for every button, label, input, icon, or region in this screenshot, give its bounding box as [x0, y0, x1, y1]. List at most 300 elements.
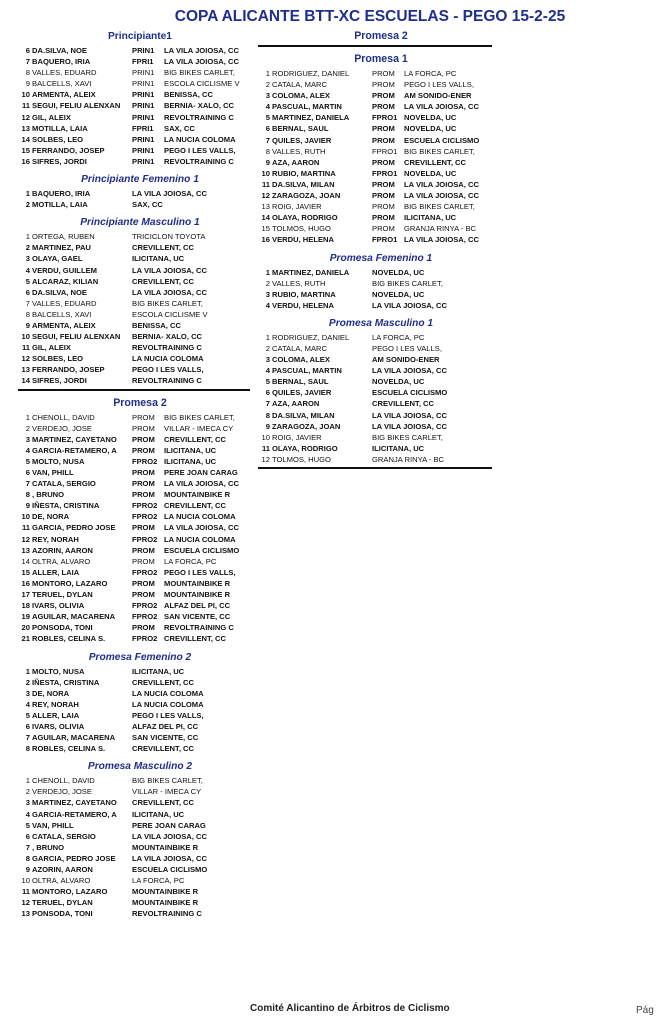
team-cell: GRANJA RINYA - BC — [404, 224, 477, 234]
position-cell: 2 — [25, 423, 30, 433]
rider-name-cell: IÑESTA, CRISTINA — [32, 677, 100, 687]
position-cell: 4 — [265, 300, 270, 310]
team-cell: REVOLTRAINING C — [164, 623, 234, 633]
result-row — [258, 135, 492, 146]
result-row — [18, 556, 250, 567]
rider-name-cell: ALLER, LAIA — [32, 710, 80, 720]
rider-name-cell: TOLMOS, HUGO — [272, 224, 331, 234]
page-label: Pág — [636, 1005, 654, 1016]
position-cell: 6 — [25, 287, 30, 297]
position-cell: 9 — [265, 421, 270, 431]
position-cell: 7 — [25, 57, 30, 67]
category-cell: PROM — [372, 157, 395, 167]
rider-name-cell: CHENOLL, DAVID — [32, 412, 95, 422]
category-cell: PRIN1 — [132, 134, 155, 144]
team-cell: ESCUELA CICLISMO — [132, 865, 208, 874]
position-cell: 11 — [21, 343, 30, 353]
team-cell: ILICITANA, UC — [132, 254, 185, 264]
category-cell: FPRO2 — [132, 512, 158, 522]
position-cell: 4 — [265, 366, 270, 376]
rider-name-cell: VERDEJO, JOSE — [32, 787, 92, 797]
rider-name-cell: VERDEJO, JOSE — [32, 423, 92, 433]
result-row — [18, 622, 250, 633]
team-cell: NOVELDA, UC — [404, 113, 457, 123]
position-cell: 3 — [25, 434, 30, 444]
rider-name-cell: BERNAL, SAUL — [272, 377, 329, 387]
page-title: COPA ALICANTE BTT-XC ESCUELAS - PEGO 15-2-25 — [174, 8, 566, 25]
result-row — [18, 875, 250, 886]
rider-name-cell: ZARAGOZA, JOAN — [272, 191, 341, 201]
rider-name-cell: MARTINEZ, CAYETANO — [32, 434, 117, 444]
result-row — [18, 434, 250, 445]
result-row — [18, 231, 250, 242]
position-cell: 4 — [25, 265, 30, 275]
position-cell: 8 — [25, 309, 30, 319]
position-cell: 14 — [21, 376, 30, 386]
rider-name-cell: , BRUNO — [32, 490, 65, 500]
team-cell: BIG BIKES CARLET, — [132, 298, 203, 308]
result-row — [18, 445, 250, 456]
rider-name-cell: VALLES, EDUARD — [32, 68, 97, 78]
position-cell: 6 — [265, 124, 270, 134]
team-cell: BIG BIKES CARLET, — [372, 432, 443, 442]
position-cell: 10 — [21, 512, 30, 522]
rider-name-cell: MARTINEZ, PAU — [32, 243, 91, 253]
rider-name-cell: MOLTO, NUSA — [32, 456, 85, 466]
footer-text: Comité Alicantino de Árbitros de Ciclismo — [250, 1003, 450, 1014]
section-heading: Promesa Femenino 1 — [329, 252, 433, 264]
result-row — [18, 287, 250, 298]
result-row — [18, 276, 250, 287]
team-cell: ALFAZ DEL PI, CC — [164, 601, 231, 611]
category-cell: PROM — [372, 124, 395, 134]
result-row — [18, 633, 250, 644]
position-cell: 2 — [25, 200, 30, 210]
result-row — [258, 112, 492, 123]
rider-name-cell: MOTILLA, LAIA — [32, 123, 88, 133]
team-cell: PEGO I LES VALLS, — [132, 710, 204, 720]
rider-name-cell: RUBIO, MARTINA — [272, 168, 336, 178]
result-row — [18, 412, 250, 423]
position-cell: 10 — [21, 876, 30, 886]
result-row — [258, 123, 492, 134]
position-cell: 3 — [25, 798, 30, 808]
result-row — [18, 500, 250, 511]
position-cell: 7 — [25, 733, 30, 743]
team-cell: AM SONIDO-ENER — [404, 91, 472, 101]
category-cell: PROM — [372, 179, 395, 189]
team-cell: BIG BIKES CARLET, — [404, 202, 475, 212]
result-row — [18, 820, 250, 831]
position-cell: 14 — [21, 134, 30, 144]
position-cell: 8 — [265, 146, 270, 156]
rider-name-cell: VALLES, RUTH — [272, 278, 326, 288]
result-row — [18, 842, 250, 853]
rider-name-cell: DE, NORA — [32, 512, 70, 522]
rider-name-cell: AGUILAR, MACARENA — [32, 733, 116, 743]
position-cell: 10 — [261, 168, 270, 178]
result-row — [18, 567, 250, 578]
position-cell: 1 — [25, 666, 30, 676]
rider-name-cell: FERRANDO, JOSEP — [32, 365, 105, 375]
rider-name-cell: COLOMA, ALEX — [272, 355, 330, 365]
position-cell: 9 — [25, 501, 30, 511]
position-cell: 12 — [261, 454, 270, 464]
position-cell: 10 — [261, 432, 270, 442]
rider-name-cell: MARTINEZ, DANIELA — [272, 113, 350, 123]
result-row — [258, 354, 492, 365]
category-cell: FPRO2 — [132, 634, 158, 644]
result-row — [18, 489, 250, 500]
category-cell: PROM — [372, 224, 395, 234]
rider-name-cell: GIL, ALEIX — [32, 112, 71, 122]
position-cell: 10 — [21, 332, 30, 342]
position-cell: 1 — [25, 189, 30, 199]
result-row — [18, 721, 250, 732]
team-cell: LA VILA JOIOSA, CC — [404, 235, 479, 245]
team-cell: SAN VICENTE, CC — [164, 612, 231, 622]
team-cell: LA FORCA, PC — [164, 556, 217, 566]
rider-name-cell: MOLTO, NUSA — [32, 666, 85, 676]
team-cell: MOUNTAINBIKE R — [164, 490, 231, 500]
rider-name-cell: TERUEL, DYLAN — [32, 898, 93, 908]
result-row — [18, 253, 250, 264]
result-row — [258, 410, 492, 421]
team-cell: MOUNTAINBIKE R — [132, 842, 199, 852]
result-row — [258, 387, 492, 398]
team-cell: TRICICLON TOYOTA — [132, 232, 206, 242]
position-cell: 6 — [25, 468, 30, 477]
team-cell: ILICITANA, UC — [132, 809, 185, 819]
position-cell: 7 — [25, 842, 30, 852]
rider-name-cell: SEGUI, FELIU ALENXAN — [32, 101, 121, 111]
team-cell: VILLAR - IMECA CY — [164, 423, 234, 433]
rider-name-cell: TERUEL, DYLAN — [32, 590, 93, 600]
result-row — [258, 365, 492, 376]
team-cell: NOVELDA, UC — [372, 289, 425, 299]
rider-name-cell: CATALA, SERGIO — [32, 831, 96, 841]
team-cell: LA VILA JOIOSA, CC — [404, 102, 479, 112]
position-cell: 1 — [25, 776, 30, 786]
position-cell: 2 — [265, 343, 270, 353]
results-list — [18, 231, 250, 386]
rider-name-cell: PASCUAL, MARTIN — [272, 366, 342, 376]
category-cell: PROM — [132, 578, 155, 588]
position-cell: 11 — [21, 101, 30, 111]
result-row — [18, 522, 250, 533]
rider-name-cell: OLTRA, ALVARO — [32, 556, 91, 566]
position-cell: 9 — [25, 865, 30, 874]
category-cell: PRIN1 — [132, 145, 155, 155]
team-cell: NOVELDA, UC — [404, 124, 457, 134]
category-cell: PROM — [372, 69, 395, 78]
result-row — [258, 267, 492, 278]
position-cell: 8 — [265, 410, 270, 420]
section-divider — [258, 467, 492, 469]
result-row — [18, 710, 250, 721]
category-cell: PROM — [372, 135, 395, 145]
result-row — [18, 578, 250, 589]
category-cell: PROM — [132, 590, 155, 600]
category-cell: FPRO2 — [132, 567, 158, 577]
position-cell: 12 — [21, 112, 30, 122]
result-row — [18, 908, 250, 919]
result-row — [18, 732, 250, 743]
team-cell: REVOLTRAINING C — [132, 909, 202, 919]
result-row — [18, 545, 250, 556]
result-row — [18, 589, 250, 600]
rider-name-cell: BERNAL, SAUL — [272, 124, 329, 134]
team-cell: NOVELDA, UC — [372, 267, 425, 277]
category-cell: PROM — [132, 523, 155, 533]
team-cell: ILICITANA, UC — [132, 666, 185, 676]
category-cell: FPRO1 — [372, 235, 398, 245]
position-cell: 5 — [25, 456, 30, 466]
team-cell: LA VILA JOIOSA, CC — [164, 57, 239, 67]
category-cell: PROM — [132, 623, 155, 633]
rider-name-cell: GIL, ALEIX — [32, 343, 71, 353]
result-row — [18, 134, 250, 145]
position-cell: 16 — [261, 235, 270, 245]
result-row — [18, 78, 250, 89]
rider-name-cell: ZARAGOZA, JOAN — [272, 421, 341, 431]
position-cell: 8 — [25, 490, 30, 500]
result-row — [18, 797, 250, 808]
result-row — [18, 145, 250, 156]
rider-name-cell: OLTRA, ALVARO — [32, 876, 91, 886]
position-cell: 13 — [21, 545, 30, 555]
position-cell: 6 — [25, 721, 30, 731]
team-cell: VILLAR - IMECA CY — [132, 787, 202, 797]
section-heading: Promesa Masculino 2 — [87, 761, 193, 773]
position-cell: 5 — [25, 276, 30, 286]
position-cell: 7 — [265, 399, 270, 409]
position-cell: 3 — [265, 355, 270, 365]
team-cell: LA VILA JOIOSA, CC — [372, 366, 447, 376]
section-promesa-2 — [258, 30, 492, 47]
rider-name-cell: TOLMOS, HUGO — [272, 454, 331, 464]
category-cell: PROM — [132, 445, 155, 455]
team-cell: ESCUELA CICLISMO — [372, 388, 448, 398]
result-row — [258, 332, 492, 343]
rider-name-cell: CATALA, SERGIO — [32, 479, 96, 489]
category-cell: PROM — [372, 213, 395, 223]
position-cell: 13 — [261, 202, 270, 212]
rider-name-cell: AGUILAR, MACARENA — [32, 612, 116, 622]
position-cell: 16 — [21, 578, 30, 588]
category-cell: PROM — [132, 556, 155, 566]
team-cell: MOUNTAINBIKE R — [132, 887, 199, 897]
team-cell: CREVILLENT, CC — [164, 634, 227, 644]
results-list — [258, 68, 492, 246]
team-cell: BIG BIKES CARLET, — [164, 68, 235, 78]
team-cell: ESCUELA CICLISMO — [164, 545, 240, 555]
team-cell: LA VILA JOIOSA, CC — [372, 410, 447, 420]
result-row — [18, 831, 250, 842]
category-cell: FPRO1 — [372, 113, 398, 123]
team-cell: LA VILA JOIOSA, CC — [404, 191, 479, 201]
rider-name-cell: OLAYA, RODRIGO — [272, 443, 338, 453]
team-cell: ILICITANA, UC — [164, 456, 217, 466]
rider-name-cell: DA.SILVA, NOE — [32, 287, 87, 297]
rider-name-cell: IVARS, OLIVIA — [32, 601, 85, 611]
rider-name-cell: ARMENTA, ALEIX — [32, 320, 96, 330]
team-cell: PERE JOAN CARAG — [132, 820, 206, 830]
rider-name-cell: RODRIGUEZ, DANIEL — [272, 332, 350, 342]
team-cell: BIG BIKES CARLET, — [404, 146, 475, 156]
result-row — [18, 677, 250, 688]
rider-name-cell: ROBLES, CELINA S. — [32, 744, 106, 754]
rider-name-cell: BALCELLS, XAVI — [32, 309, 92, 319]
position-cell: 19 — [21, 612, 30, 622]
position-cell: 9 — [25, 320, 30, 330]
rider-name-cell: SIFRES, JORDI — [32, 156, 87, 166]
position-cell: 6 — [25, 831, 30, 841]
position-cell: 1 — [25, 412, 30, 422]
result-row — [18, 534, 250, 545]
section-heading: Principiante1 — [108, 31, 172, 42]
results-list — [258, 332, 492, 465]
result-row — [18, 743, 250, 754]
category-cell: PROM — [132, 434, 155, 444]
section-heading: Promesa 2 — [113, 396, 167, 409]
results-list — [258, 267, 492, 311]
result-row — [18, 298, 250, 309]
result-row — [258, 421, 492, 432]
team-cell: LA NUCIA COLOMA — [164, 512, 236, 522]
result-row — [18, 188, 250, 199]
team-cell: ESCUELA CICLISMO — [404, 135, 480, 145]
position-cell: 12 — [21, 354, 30, 364]
result-row — [18, 853, 250, 864]
rider-name-cell: SOLBES, LEO — [32, 354, 84, 364]
team-cell: ILICITANA, UC — [404, 213, 457, 223]
section-heading: Principiante Femenino 1 — [81, 174, 199, 186]
result-row — [258, 300, 492, 311]
team-cell: CREVILLENT, CC — [132, 744, 195, 754]
section-heading: Promesa 1 — [354, 53, 408, 65]
result-row — [18, 423, 250, 434]
team-cell: LA VILA JOIOSA, CC — [164, 479, 239, 489]
position-cell: 7 — [265, 135, 270, 145]
team-cell: LA NUCIA COLOMA — [132, 699, 204, 709]
result-row — [18, 342, 250, 353]
section-promesa-1 — [258, 47, 492, 246]
position-cell: 12 — [21, 898, 30, 908]
result-row — [258, 68, 492, 79]
team-cell: LA VILA JOIOSA, CC — [132, 831, 207, 841]
position-cell: 6 — [265, 388, 270, 398]
team-cell: LA NUCIA COLOMA — [164, 134, 236, 144]
result-row — [258, 101, 492, 112]
team-cell: PEGO I LES VALLS, — [372, 343, 442, 353]
position-cell: 15 — [21, 145, 30, 155]
result-row — [18, 886, 250, 897]
position-cell: 9 — [25, 79, 30, 89]
rider-name-cell: CHENOLL, DAVID — [32, 776, 95, 786]
position-cell: 12 — [21, 534, 30, 544]
rider-name-cell: SOLBES, LEO — [32, 134, 84, 144]
left-column — [18, 30, 250, 919]
team-cell: PEGO I LES VALLS, — [132, 365, 204, 375]
rider-name-cell: BALCELLS, XAVI — [32, 79, 92, 89]
team-cell: ILICITANA, UC — [372, 443, 425, 453]
category-cell: PROM — [132, 423, 155, 433]
rider-name-cell: RUBIO, MARTINA — [272, 289, 336, 299]
rider-name-cell: AZA, AARON — [272, 399, 320, 409]
team-cell: ESCOLA CICLISME V — [164, 79, 240, 89]
result-row — [258, 343, 492, 354]
team-cell: LA VILA JOIOSA, CC — [132, 189, 207, 199]
position-cell: 20 — [21, 623, 30, 633]
rider-name-cell: ARMENTA, ALEIX — [32, 90, 96, 100]
result-row — [18, 375, 250, 386]
result-row — [258, 146, 492, 157]
team-cell: BERNIA- XALO, CC — [164, 101, 235, 111]
rider-name-cell: AZORIN, AARON — [32, 865, 93, 874]
team-cell: REVOLTRAINING C — [132, 343, 202, 353]
category-cell: PRIN1 — [132, 101, 155, 111]
rider-name-cell: QUILES, JAVIER — [272, 388, 332, 398]
team-cell: PEGO I LES VALLS, — [164, 145, 236, 155]
result-row — [18, 775, 250, 786]
rider-name-cell: VAN, PHILL — [32, 468, 74, 477]
category-cell: PROM — [372, 80, 395, 90]
team-cell: SAX, CC — [132, 200, 163, 210]
position-cell: 13 — [21, 365, 30, 375]
section-heading: Principiante Masculino 1 — [80, 217, 200, 229]
result-row — [18, 786, 250, 797]
result-row — [258, 278, 492, 289]
position-cell: 18 — [21, 601, 30, 611]
result-row — [258, 234, 492, 245]
rider-name-cell: BAQUERO, IRIA — [32, 57, 91, 67]
result-row — [258, 376, 492, 387]
category-cell: PROM — [372, 102, 395, 112]
team-cell: LA VILA JOIOSA, CC — [132, 853, 207, 863]
team-cell: CREVILLENT, CC — [132, 243, 195, 253]
rider-name-cell: BAQUERO, IRIA — [32, 189, 91, 199]
team-cell: GRANJA RINYA - BC — [372, 454, 445, 464]
team-cell: CREVILLENT, CC — [132, 798, 195, 808]
position-cell: 1 — [265, 332, 270, 342]
rider-name-cell: OLAYA, RODRIGO — [272, 213, 338, 223]
result-row — [258, 168, 492, 179]
result-row — [258, 223, 492, 234]
position-cell: 7 — [25, 479, 30, 489]
section-promesa-masculino-2 — [18, 754, 250, 919]
position-cell: 4 — [25, 445, 30, 455]
rider-name-cell: MONTORO, LAZARO — [32, 578, 108, 588]
team-cell: PEGO I LES VALLS, — [164, 567, 236, 577]
category-cell: FPRO2 — [132, 601, 158, 611]
rider-name-cell: MOTILLA, LAIA — [32, 200, 88, 210]
result-row — [258, 190, 492, 201]
position-cell: 3 — [265, 289, 270, 299]
position-cell: 2 — [25, 243, 30, 253]
team-cell: CREVILLENT, CC — [164, 434, 227, 444]
rider-name-cell: DA.SILVA, MILAN — [272, 179, 335, 189]
position-cell: 14 — [261, 213, 270, 223]
rider-name-cell: AZA, AARON — [272, 157, 320, 167]
rider-name-cell: QUILES, JAVIER — [272, 135, 332, 145]
result-row — [18, 699, 250, 710]
category-cell: FPRI1 — [132, 123, 154, 133]
section-promesa-2 — [18, 391, 250, 645]
position-cell: 1 — [265, 267, 270, 277]
category-cell: FPRO2 — [132, 612, 158, 622]
position-cell: 2 — [25, 787, 30, 797]
